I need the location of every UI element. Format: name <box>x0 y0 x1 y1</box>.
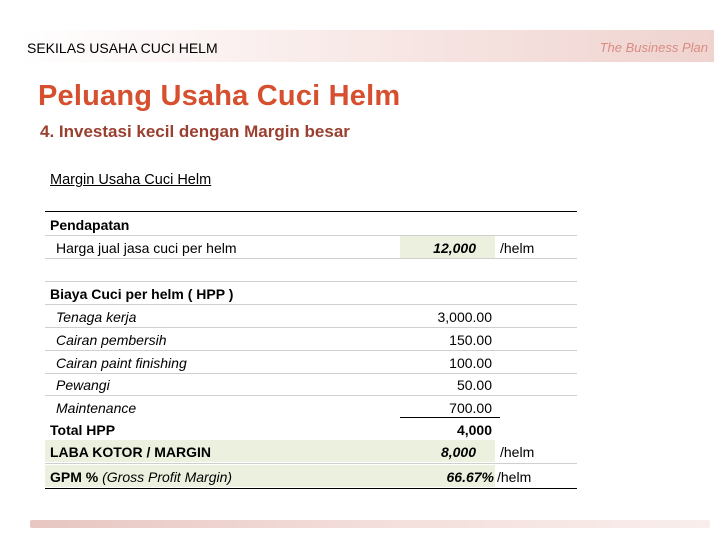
row-divider <box>45 463 577 464</box>
cost-label: Maintenance <box>56 400 137 416</box>
cost-label: Cairan pembersih <box>56 332 167 348</box>
table-bottom-rule <box>45 488 577 489</box>
gpm-label-main: GPM % <box>50 469 99 485</box>
cost-value: 50.00 <box>456 377 492 393</box>
row-divider <box>45 395 577 396</box>
page-subtitle: 4. Investasi kecil dengan Margin besar <box>40 122 350 141</box>
table-top-rule <box>45 211 577 212</box>
harga-label: Harga jual jasa cuci per helm <box>56 240 237 256</box>
cost-value: 100.00 <box>449 355 492 371</box>
harga-value: 12,000 <box>433 240 476 256</box>
cost-value: 700.00 <box>449 400 492 416</box>
row-divider <box>45 258 577 259</box>
cost-label: Tenaga kerja <box>56 309 137 325</box>
header-title: SEKILAS USAHA CUCI HELM <box>27 40 218 56</box>
gpm-label <box>50 469 232 485</box>
biaya-label: Biaya Cuci per helm ( HPP ) <box>50 286 234 302</box>
row-divider <box>45 304 577 305</box>
total-hpp-label: Total HPP <box>50 422 116 438</box>
laba-label: LABA KOTOR / MARGIN <box>50 444 211 460</box>
cost-label: Pewangi <box>56 377 110 393</box>
cost-value: 150.00 <box>449 332 492 348</box>
total-hpp-value: 4,000 <box>456 422 492 438</box>
laba-value: 8,000 <box>440 444 476 460</box>
page-title: Peluang Usaha Cuci Helm <box>38 80 401 112</box>
pendapatan-label: Pendapatan <box>50 217 130 233</box>
header-brand: The Business Plan <box>599 40 708 55</box>
laba-unit: /helm <box>500 444 535 460</box>
subtotal-rule <box>400 417 500 418</box>
row-divider <box>45 235 577 236</box>
gpm-label-note: (Gross Profit Margin) <box>102 469 233 485</box>
gpm-value: 66.67% <box>446 469 494 485</box>
cost-value: 3,000.00 <box>437 309 492 325</box>
row-divider <box>45 281 577 282</box>
footer-bar <box>30 520 710 528</box>
table-heading: Margin Usaha Cuci Helm <box>50 172 212 188</box>
cost-label: Cairan paint finishing <box>56 355 187 371</box>
row-divider <box>45 373 577 374</box>
row-divider <box>45 350 577 351</box>
gpm-unit: /helm <box>497 469 532 485</box>
harga-unit: /helm <box>500 240 535 256</box>
row-divider <box>45 327 577 328</box>
